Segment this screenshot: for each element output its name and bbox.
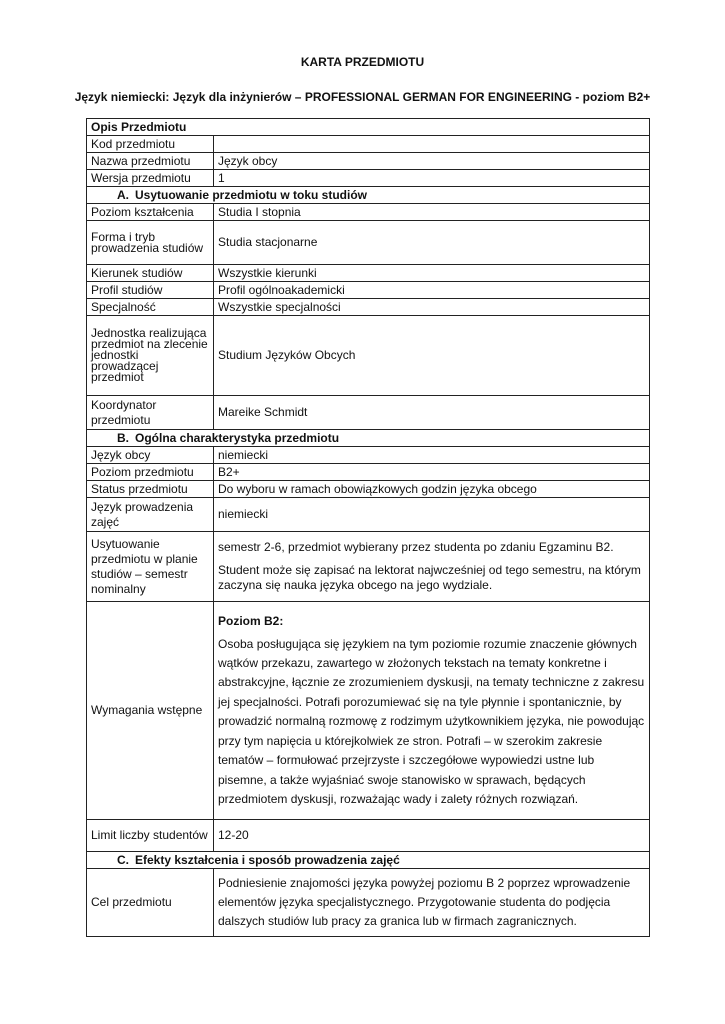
row-label: Nazwa przedmiotu: [87, 153, 214, 170]
table-row: [87, 204, 650, 221]
section-b-number: B.: [117, 430, 129, 445]
table-row: [87, 498, 650, 532]
document-subtitle: Język niemiecki: Język dla inżynierów – PROFESSIONAL GERMAN FOR ENGINEERING - poziom B2+: [74, 90, 651, 104]
table-row: [87, 464, 650, 481]
table-row: [87, 170, 650, 187]
row-label: Poziom przedmiotu: [87, 464, 214, 481]
row-value: 1: [214, 170, 650, 187]
row-value: [214, 136, 650, 153]
row-value: Do wyboru w ramach obowiązkowych godzin języka obcego: [214, 481, 650, 498]
table-row: [87, 265, 650, 282]
row-label: Kierunek studiów: [87, 265, 214, 282]
requirements-heading: Poziom B2:: [218, 613, 284, 628]
row-label: Cel przedmiotu: [87, 869, 214, 937]
row-value: niemiecki: [214, 447, 650, 464]
section-c-row: [87, 852, 650, 869]
row-label: Specjalność: [87, 299, 214, 316]
row-value: [214, 602, 650, 820]
section-a-title: Usytuowanie przedmiotu w toku studiów: [135, 187, 368, 202]
section-c-number: C.: [117, 852, 129, 867]
row-label: Poziom kształcenia: [87, 204, 214, 221]
section-b-title: Ogólna charakterystyka przedmiotu: [135, 430, 340, 445]
row-value: Język obcy: [214, 153, 650, 170]
section-c-title: Efekty kształcenia i sposób prowadzenia zajęć: [135, 852, 400, 867]
row-label: Forma i tryb prowadzenia studiów: [87, 221, 214, 265]
table-row: [87, 869, 650, 937]
row-label: Koordynator przedmiotu: [87, 396, 214, 430]
row-value: Wszystkie kierunki: [214, 265, 650, 282]
usytuowanie-line-2: Student może się zapisać na lektorat najwcześniej od tego semestru, na którym zaczyna się nauka języka obcego na jego wydziale.: [218, 563, 641, 592]
row-value: Mareike Schmidt: [214, 396, 650, 430]
table-row: [87, 447, 650, 464]
section-a-number: A.: [117, 187, 129, 202]
usytuowanie-line-1: semestr 2-6, przedmiot wybierany przez studenta po zdaniu Egzaminu B2.: [218, 540, 614, 554]
row-label: Status przedmiotu: [87, 481, 214, 498]
row-label: Jednostka realizująca przedmiot na zlecenie jednostki prowadzącej przedmiot: [87, 316, 214, 396]
row-label: Wymagania wstępne: [87, 602, 214, 820]
row-label: Usytuowanie przedmiotu w planie studiów – semestr nominalny: [87, 532, 214, 602]
table-row: [87, 532, 650, 602]
row-value: Studia I stopnia: [214, 204, 650, 221]
table-row: [87, 820, 650, 852]
table-row: [87, 282, 650, 299]
section-c-heading: [87, 852, 650, 869]
row-label: Profil studiów: [87, 282, 214, 299]
row-value: niemiecki: [214, 498, 650, 532]
table-row: [87, 153, 650, 170]
opis-header: Opis Przedmiotu: [87, 119, 650, 136]
section-a-row: [87, 187, 650, 204]
section-b-heading: [87, 430, 650, 447]
row-value: [214, 869, 650, 937]
row-label: Kod przedmiotu: [87, 136, 214, 153]
course-card-table: [86, 118, 650, 937]
row-value: Profil ogólnoakademicki: [214, 282, 650, 299]
table-row: [87, 396, 650, 430]
row-label: Język prowadzenia zajęć: [87, 498, 214, 532]
table-row: [87, 316, 650, 396]
row-value: Studium Języków Obcych: [214, 316, 650, 396]
section-b-row: [87, 430, 650, 447]
table-row: [87, 299, 650, 316]
row-value: Studia stacjonarne: [214, 221, 650, 265]
document-title: KARTA PRZEDMIOTU: [300, 55, 425, 69]
table-row: [87, 602, 650, 820]
requirements-text: Osoba posługująca się językiem na tym poziomie rozumie znaczenie głównych wątków przekazu, zawartego w złożonych tekstach na tematy konkretne i abstrakcyjne, łącznie ze zrozumieniem dyskusji, na tematy techniczne z zakresu jej specjalności. Potrafi porozumiewać się na tyle płynnie i spontanicznie, by prowadzić normalną rozmowę z rodzimym użytkownikiem języka, nie powodując przy tym napięcia u którejkolwiek ze stron. Potrafi – w szerokim zakresie tematów – formułować przejrzyste i szczegółowe wypowiedzi ustne lub pisemne, a także wyjaśniać swoje stanowisko w sprawach, będących przedmiotem dyskusji, rozważając wady i zalety różnych rozwiązań.: [218, 636, 645, 806]
row-value: 12-20: [214, 820, 650, 852]
row-value: Wszystkie specjalności: [214, 299, 650, 316]
course-goal-text: Podniesienie znajomości języka powyżej poziomu B 2 poprzez wprowadzenie elementów języka specjalistycznego. Przygotowanie studenta do podjęcia dalszych studiów lub pracy za granica lub w firmach zagranicznych.: [218, 876, 631, 928]
row-label: Limit liczby studentów: [87, 820, 214, 852]
table-row: [87, 136, 650, 153]
row-value: [214, 532, 650, 602]
section-a-heading: [87, 187, 650, 204]
table-row: [87, 221, 650, 265]
table-row: [87, 481, 650, 498]
row-label: Język obcy: [87, 447, 214, 464]
row-value: B2+: [214, 464, 650, 481]
row-label: Wersja przedmiotu: [87, 170, 214, 187]
table-header-row: [87, 119, 650, 136]
